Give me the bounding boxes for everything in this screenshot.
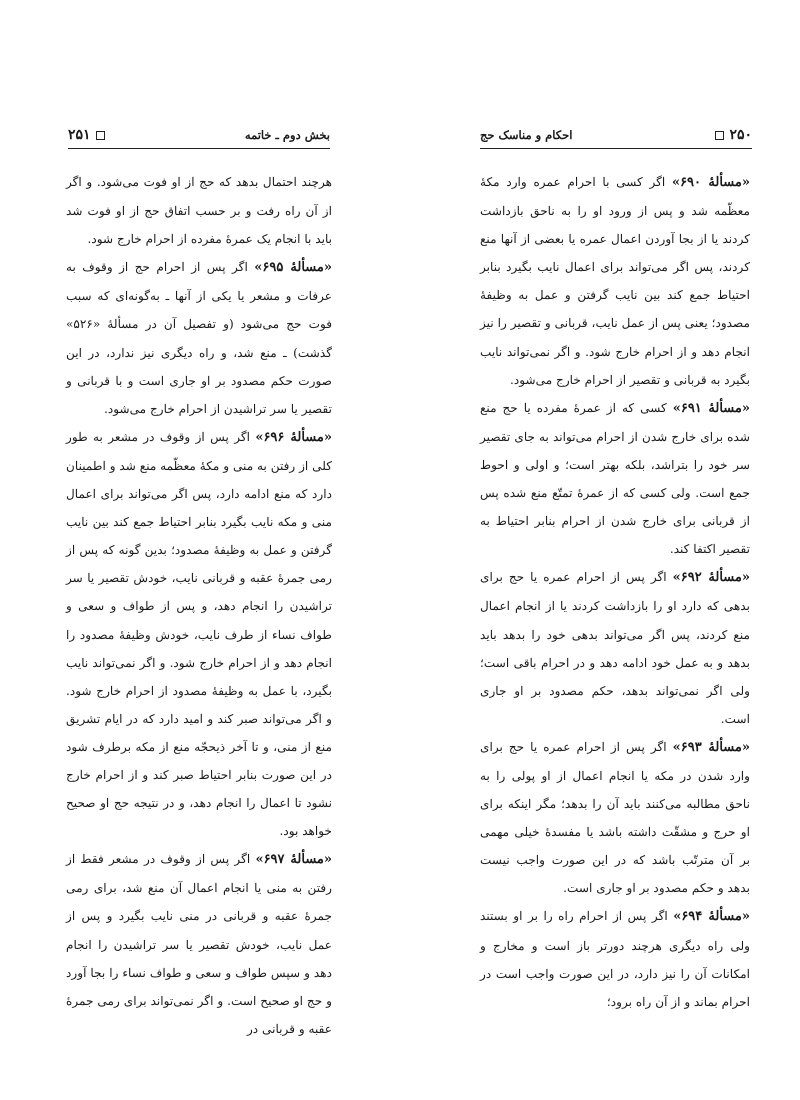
page-header	[480, 122, 752, 149]
paragraph-text: اگر پس از وقوف در مشعر فقط از رفتن به منی یا انجام اعمال آن منع شد، برای رمی جمرۀ عقبه و قربانی در منی نایب بگیرد و پس از عمل نایب، خودش تقصیر یا سر تراشیدن را انجام دهد و سپس طواف و سعی و طواف نساء را بجا آورد و حج او صحیح است. و اگر نمی‌تواند برای رمی جمرۀ عقبه و قربانی در	[66, 852, 332, 1036]
paragraph	[480, 563, 750, 733]
masale-number: «مسألۀ ۶۹۱»	[672, 400, 750, 416]
paragraph	[66, 253, 332, 423]
page-number-group	[715, 127, 752, 143]
masale-number: «مسألۀ ۶۹۲»	[672, 570, 750, 586]
square-bullet-icon	[715, 131, 724, 140]
paragraph	[480, 733, 750, 903]
masale-number: «مسألۀ ۶۹۳»	[672, 739, 750, 755]
masale-number: «مسألۀ ۶۹۶»	[255, 429, 332, 445]
paragraph-text: اگر پس از وقوف در مشعر به طور کلی از رفتن به منی و مکۀ معظّمه منع شد و اطمینان دارد که منع ادامه دارد، پس اگر می‌تواند برای اعمال منی و مکه نایب بگیرد بنابر احتیاط جمع کند بین نایب گرفتن و عمل به وظیفۀ مصدود؛ بدین گونه که پس از رمی جمرۀ عقبه و قربانی نایب، خودش تقصیر یا سر تراشیدن را انجام دهد، و پس از طواف و سعی و طواف نساء از طرف نایب، خودش وظیفۀ مصدود را انجام دهد و از احرام خارج شود. و اگر نمی‌تواند نایب بگیرد، با عمل به وظیفۀ مصدود از احرام خارج شود. و اگر می‌تواند صبر کند و امید دارد که در ایام تشریق منع از منی، و تا آخر ذیحجّه منع از مکه برطرف شود در این صورت بنابر احتیاط صبر کند و از احرام خارج نشود تا اعمال را انجام دهد، و در نتیجه حج او صحیح خواهد بود.	[66, 429, 332, 839]
square-bullet-icon	[96, 131, 105, 140]
body-text	[480, 168, 750, 1016]
paragraph-text: اگر پس از احرام حج از وقوف به عرفات و مشعر یا یکی از آنها ـ به‌گونه‌ای که سبب فوت حج می‌شود (و تفصیل آن در مسألۀ «۵۲۶» گذشت) ـ منع شد، و راه دیگری نیز ندارد، در این صورت حکم مصدود بر او جاری است و با قربانی و تقصیر یا سر تراشیدن از احرام خارج می‌شود.	[66, 260, 332, 416]
paragraph	[66, 845, 332, 1043]
paragraph	[480, 902, 750, 1015]
masale-number: «مسألۀ ۶۹۵»	[254, 260, 332, 276]
paragraph-text: هرچند احتمال بدهد که حج از او فوت می‌شود. و اگر از آن راه رفت و بر حسب اتفاق حج از او فوت شد باید با انجام یک عمرۀ مفرده از احرام خارج شود.	[66, 175, 332, 247]
paragraph	[480, 394, 750, 564]
section-title: بخش دوم ـ خاتمه	[244, 128, 330, 142]
paragraph-text: اگر پس از احرام عمره یا حج برای بدهی که دارد او را بازداشت کردند یا از انجام اعمال منع کردند، پس اگر می‌تواند بدهی خود را بدهد باید بدهد و به عمل خود ادامه دهد و در احرام باقی است؛ ولی اگر نمی‌تواند بدهد، حکم مصدود بر او جاری است.	[480, 570, 750, 726]
masale-number: «مسألۀ ۶۹۰»	[671, 175, 750, 190]
paragraph	[66, 423, 332, 845]
body-text	[66, 168, 332, 1043]
paragraph	[480, 168, 750, 394]
paragraph	[66, 168, 332, 253]
section-title: احکام و مناسک حج	[480, 128, 573, 142]
paragraph-text: کسی که از عمرۀ مفرده یا حج منع شده برای خارج شدن از احرام می‌تواند به جای تقصیر سر خود را بتراشد، بلکه بهتر است؛ و اولی و احوط جمع است. ولی کسی که از عمرۀ تمتّع منع شده پس از قربانی برای خارج شدن از احرام بنابر احتیاط به تقصیر اکتفا کند.	[480, 400, 750, 557]
page-number: ۲۵۱	[68, 127, 91, 143]
page-header	[68, 122, 330, 149]
paragraph-text: اگر پس از احرام راه را بر او بستند ولی راه دیگری هرچند دورتر باز است و مخارج و امکانات آن را نیز دارد، در این صورت واجب است در احرام بماند و از آن راه برود؛	[480, 909, 750, 1009]
page-number: ۲۵۰	[729, 127, 752, 143]
right-page	[400, 0, 800, 1100]
masale-number: «مسألۀ ۶۹۴»	[673, 909, 750, 925]
paragraph-text: اگر کسی با احرام عمره وارد مکۀ معظّمه شد و پس از ورود او را به ناحق بازداشت کردند یا از بجا آوردن اعمال عمره یا بعضی از آنها منع کردند، پس اگر می‌تواند برای اعمال نایب بگیرد بنابر احتیاط جمع کند بین نایب گرفتن و عمل به وظیفۀ مصدود؛ یعنی پس از عمل نایب، قربانی و تقصیر را نیز انجام دهد و از احرام خارج شود. و اگر نمی‌تواند نایب بگیرد به قربانی و تقصیر از احرام خارج می‌شود.	[480, 175, 750, 387]
page-number-group	[68, 127, 105, 143]
paragraph-text: اگر پس از احرام عمره یا حج برای وارد شدن در مکه یا انجام اعمال از او پولی را به ناحق مطالبه می‌کنند باید آن را بدهد؛ مگر اینکه برای او حرج و مشقّت داشته باشد یا مفسدۀ خیلی مهمی بر آن مترتّب باشد که در این صورت واجب نیست بدهد و حکم مصدود بر او جاری است.	[480, 739, 750, 896]
masale-number: «مسألۀ ۶۹۷»	[255, 852, 332, 868]
